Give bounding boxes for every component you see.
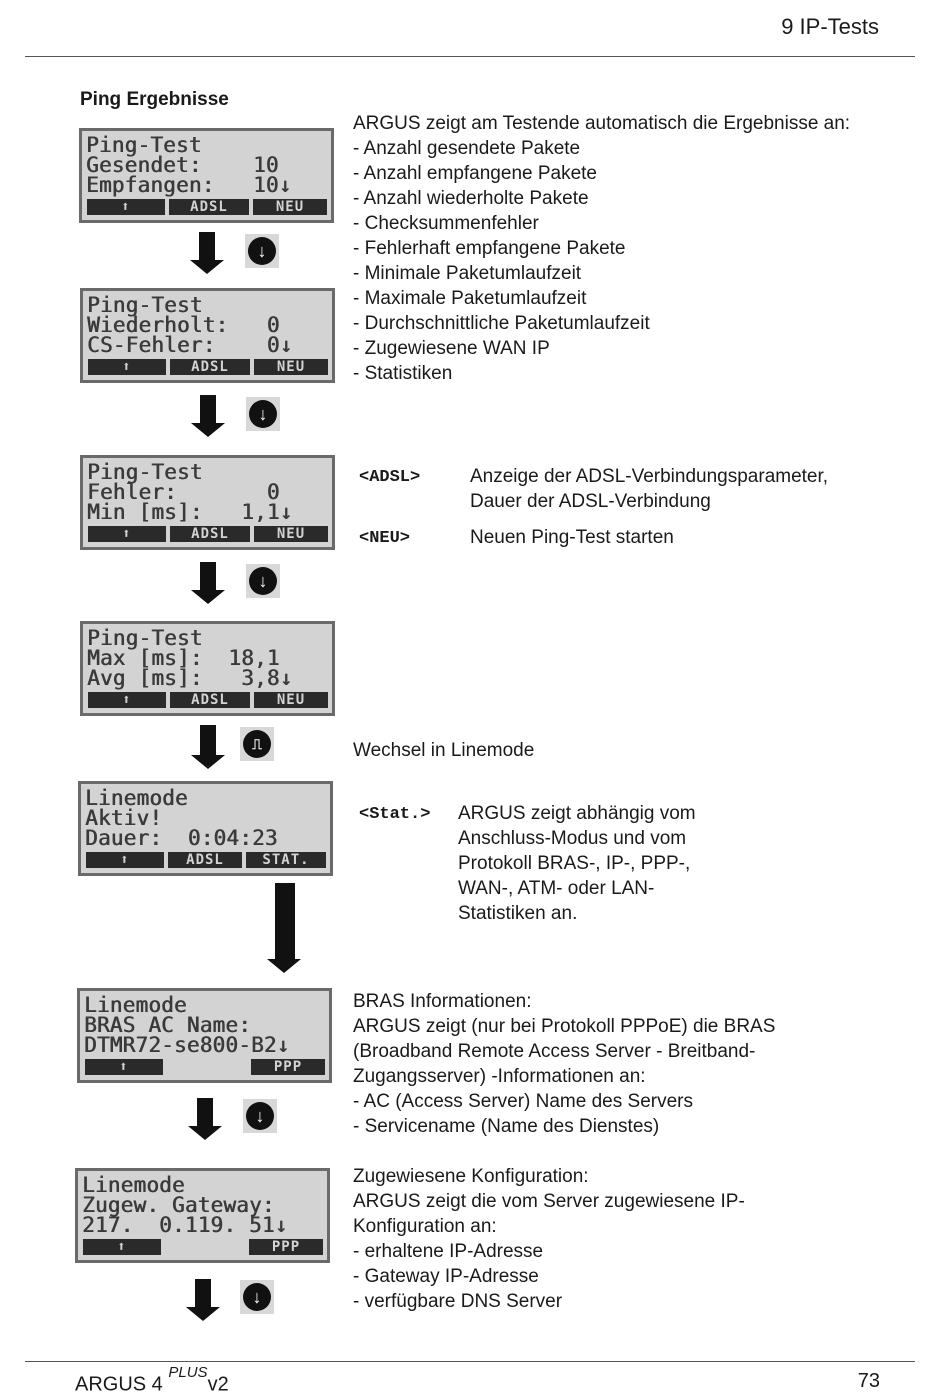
down-key-icon[interactable]: ↓ xyxy=(240,1280,274,1314)
lcd-screen: Ping-Test Max [ms]: 18,1 Avg [ms]: 3,8↓ ⬆ ADSL NEU xyxy=(80,621,335,716)
page-number: 73 xyxy=(857,1370,880,1392)
down-arrow-icon xyxy=(191,725,225,769)
softkey-adsl[interactable]: ADSL xyxy=(170,526,250,542)
neu-softkey-description: Neuen Ping-Test starten xyxy=(470,527,674,548)
intro-line: - Anzahl empfangene Pakete xyxy=(353,163,598,184)
down-key-icon[interactable]: ↓ xyxy=(246,564,280,598)
intro-line: - Zugewiesene WAN IP xyxy=(353,338,550,359)
intro-line: - Maximale Paketumlaufzeit xyxy=(353,288,587,309)
lcd-screen: Linemode Zugew. Gateway: 217. 0.119. 51↓ ⬆ PPP xyxy=(75,1168,330,1263)
intro-line: - Checksummenfehler xyxy=(353,213,539,234)
header-rule xyxy=(25,56,915,57)
softkey-neu[interactable]: NEU xyxy=(253,199,327,215)
softkey-bar xyxy=(83,1239,322,1255)
lcd-screen: Linemode BRAS AC Name: DTMR72-se800-B2↓ ⬆ PPP xyxy=(77,988,332,1083)
down-arrow-icon xyxy=(191,395,225,437)
lcd-screen: Ping-Test Gesendet: 10 Empfangen: 10↓ ⬆ ADSL NEU xyxy=(79,128,334,223)
intro-line: - Anzahl wiederholte Pakete xyxy=(353,188,589,209)
softkey-up-arrow[interactable]: ⬆ xyxy=(87,199,165,215)
neu-softkey-label: <NEU> xyxy=(359,529,411,548)
softkey-ppp[interactable]: PPP xyxy=(251,1059,325,1075)
down-arrow-icon xyxy=(190,232,224,274)
lcd-screen: Ping-Test Fehler: 0 Min [ms]: 1,1↓ ⬆ ADSL NEU xyxy=(80,455,335,550)
down-key-icon[interactable]: ↓ xyxy=(246,397,280,431)
down-arrow-icon xyxy=(191,562,225,604)
softkey-up-arrow[interactable]: ⬆ xyxy=(88,526,166,542)
down-key-icon[interactable]: ↓ xyxy=(243,1099,277,1133)
intro-line: - Fehlerhaft empfangene Pakete xyxy=(353,238,626,259)
softkey-stat[interactable]: STAT. xyxy=(246,852,326,868)
intro-line: - Anzahl gesendete Pakete xyxy=(353,138,581,159)
softkey-bar xyxy=(85,1059,324,1075)
adsl-softkey-label: <ADSL> xyxy=(359,468,421,487)
softkey-adsl[interactable]: ADSL xyxy=(168,852,242,868)
down-arrow-icon xyxy=(267,883,301,973)
section-title: Ping Ergebnisse xyxy=(80,89,229,110)
intro-line: ARGUS zeigt am Testende automatisch die Ergebnisse an: xyxy=(353,113,851,134)
adsl-softkey-description: Anzeige der ADSL-Verbindungsparameter, Dauer der ADSL-Verbindung xyxy=(470,466,829,512)
softkey-adsl[interactable]: ADSL xyxy=(169,199,249,215)
softkey-adsl[interactable]: ADSL xyxy=(170,692,250,708)
intro-line: - Durchschnittliche Paketumlaufzeit xyxy=(353,313,650,334)
softkey-bar xyxy=(88,526,327,542)
footer-product-name: ARGUS 4 $^{PLUS}$v2 xyxy=(75,1364,229,1396)
linemode-note: Wechsel in Linemode xyxy=(353,740,535,761)
softkey-bar xyxy=(88,359,327,375)
softkey-neu[interactable]: NEU xyxy=(254,692,328,708)
softkey-adsl[interactable]: ADSL xyxy=(170,359,250,375)
stat-softkey-label: <Stat.> xyxy=(359,805,431,824)
softkey-ppp[interactable]: PPP xyxy=(249,1239,323,1255)
softkey-up-arrow[interactable]: ⬆ xyxy=(88,359,166,375)
softkey-bar xyxy=(88,692,327,708)
bras-info-text: BRAS Informationen: ARGUS zeigt (nur bei Protokoll PPPoE) die BRAS (Broadband Remote Access Server - Breitband- Zugangsserver) -Informationen an: - AC (Access Server) Name des Servers - Servicename (Name des Dienstes) xyxy=(353,991,776,1137)
softkey-up-arrow[interactable]: ⬆ xyxy=(83,1239,161,1255)
lcd-screen: Ping-Test Wiederholt: 0 CS-Fehler: 0↓ ⬆ ADSL NEU xyxy=(80,288,335,383)
softkey-bar xyxy=(86,852,325,868)
page-header-title: 9 IP-Tests xyxy=(781,14,879,39)
linemode-key-icon[interactable]: ⎍ xyxy=(240,727,274,761)
down-arrow-icon xyxy=(186,1279,220,1321)
intro-line: - Statistiken xyxy=(353,363,453,384)
config-info-text: Zugewiesene Konfiguration: ARGUS zeigt die vom Server zugewiesene IP- Konfiguration an: - erhaltene IP-Adresse - Gateway IP-Adresse - verfügbare DNS Server xyxy=(353,1166,745,1312)
stat-softkey-description: ARGUS zeigt abhängig vom Anschluss-Modus und vom Protokoll BRAS-, IP-, PPP-, WAN-, ATM- oder LAN- Statistiken an. xyxy=(458,803,696,924)
softkey-neu[interactable]: NEU xyxy=(254,359,328,375)
softkey-up-arrow[interactable]: ⬆ xyxy=(88,692,166,708)
softkey-bar xyxy=(87,199,326,215)
softkey-up-arrow[interactable]: ⬆ xyxy=(85,1059,163,1075)
intro-line: - Minimale Paketumlaufzeit xyxy=(353,263,582,284)
softkey-up-arrow[interactable]: ⬆ xyxy=(86,852,164,868)
intro-text xyxy=(353,111,850,386)
lcd-screen: Linemode Aktiv! Dauer: 0:04:23 ⬆ ADSL STAT. xyxy=(78,781,333,876)
softkey-neu[interactable]: NEU xyxy=(254,526,328,542)
down-key-icon[interactable]: ↓ xyxy=(245,234,279,268)
footer-rule xyxy=(25,1361,915,1362)
down-arrow-icon xyxy=(188,1098,222,1140)
